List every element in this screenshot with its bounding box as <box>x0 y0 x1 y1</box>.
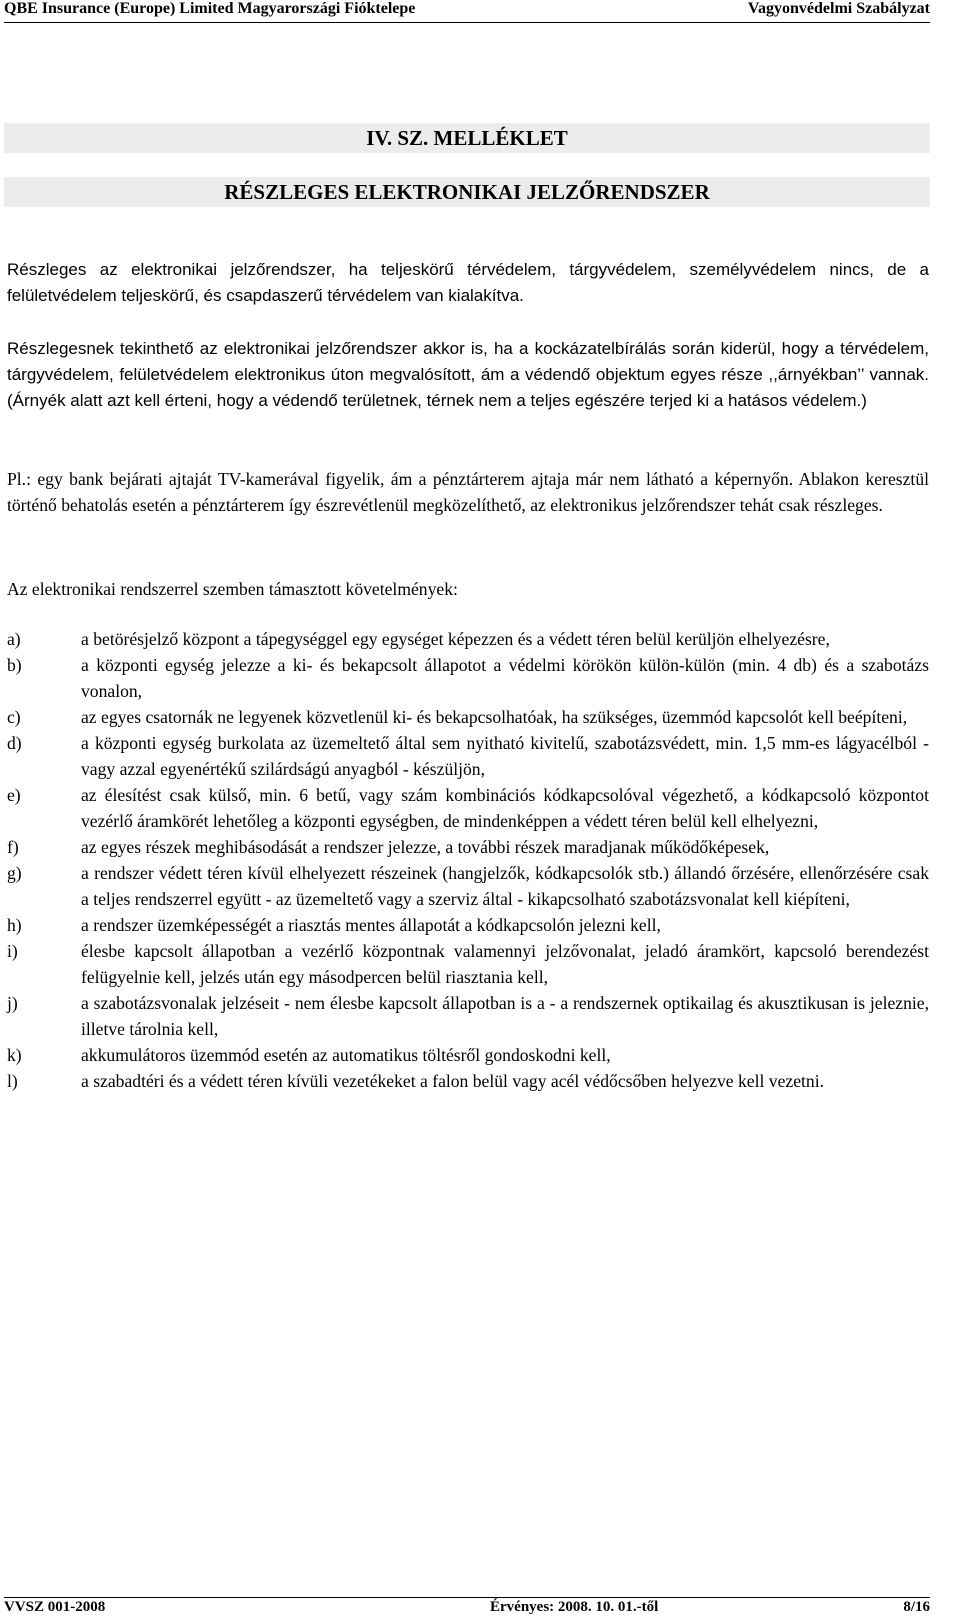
list-item-text: akkumulátoros üzemmód esetén az automatikus töltésről gondoskodni kell, <box>81 1045 611 1065</box>
list-item-label: b) <box>7 655 22 675</box>
list-item <box>7 782 929 834</box>
footer-page-number: 8/16 <box>903 1599 930 1615</box>
list-item-text: élesbe kapcsolt állapotban a vezérlő központnak valamennyi jelzővonalat, jeladó áramkört, kapcsoló berendezést felügyelnie kell, jelzés után egy másodpercen belül riasztania kell, <box>81 941 929 987</box>
list-item <box>7 860 929 912</box>
section-title: RÉSZLEGES ELEKTRONIKAI JELZŐRENDSZER <box>4 177 930 207</box>
list-item-text: a betörésjelző központ a tápegységgel egy egységet képezzen és a védett téren belül kerüljön elhelyezésre, <box>81 629 830 649</box>
list-item-label: j) <box>7 993 18 1013</box>
list-item <box>7 912 929 938</box>
list-item <box>7 1042 929 1068</box>
requirements-list <box>7 626 929 1094</box>
page-header <box>4 0 930 20</box>
list-item <box>7 652 929 704</box>
list-item-label: g) <box>7 863 22 883</box>
paragraph-definition: Részleges az elektronikai jelzőrendszer, ha teljeskörű térvédelem, tárgyvédelem, személyvédelem nincs, de a felületvédelem teljeskörű, és csapdaszerű térvédelem van kialakítva. <box>7 260 929 305</box>
paragraph-example: Pl.: egy bank bejárati ajtaját TV-kamerával figyelik, ám a pénztárterem ajtaja már nem látható a képernyőn. Ablakon keresztül történő behatolás esetén a pénztárterem így észrevétlenül megközelíthető, az elektronikus jelzőrendszer tehát csak részleges. <box>7 469 929 515</box>
list-item-label: e) <box>7 785 21 805</box>
list-item-text: az élesítést csak külső, min. 6 betű, vagy szám kombinációs kódkapcsolóval végezhető, a kódkapcsoló központot vezérlő áramkörét lehetőleg a központi egységben, de mindenképpen a védett téren belül kell elhelyezni, <box>81 785 929 831</box>
list-item-text: a rendszer üzemképességét a riasztás mentes állapotát a kódkapcsolón jelezni kell, <box>81 915 661 935</box>
list-item-text: az egyes csatornák ne legyenek közvetlenül ki- és bekapcsolhatóak, ha szükséges, üzemmód kapcsolót kell beépíteni, <box>81 707 908 727</box>
list-item <box>7 990 929 1042</box>
list-item-label: h) <box>7 915 22 935</box>
list-item-label: i) <box>7 941 18 961</box>
list-item <box>7 704 929 730</box>
list-item-label: f) <box>7 837 19 857</box>
header-divider <box>4 22 930 23</box>
list-item-label: k) <box>7 1045 22 1065</box>
header-company: QBE Insurance (Europe) Limited Magyarországi Fióktelepe <box>4 0 416 17</box>
list-item-text: az egyes részek meghibásodását a rendszer jelezze, a további részek maradjanak működőképesek, <box>81 837 770 857</box>
list-item <box>7 834 929 860</box>
list-item-text: a rendszer védett téren kívül elhelyezett részeinek (hangjelzők, kódkapcsolók stb.) állandó őrzésére, ellenőrzésére csak a teljes rendszerrel együtt - az üzemeltető vagy a szerviz által - kikapcsolható szabotázsvonalat kell kiépíteni, <box>81 863 929 909</box>
footer-validity: Érvényes: 2008. 10. 01.-től <box>490 1599 659 1615</box>
paragraph-requirements-intro: Az elektronikai rendszerrel szemben támasztott követelmények: <box>7 579 458 599</box>
annex-title: IV. SZ. MELLÉKLET <box>4 123 930 153</box>
header-document-title: Vagyonvédelmi Szabályzat <box>747 0 930 17</box>
list-item <box>7 730 929 782</box>
list-item <box>7 1068 929 1094</box>
list-item-text: a központi egység jelezze a ki- és bekapcsolt állapotot a védelmi körökön külön-külön (min. 4 db) és a szabotázs vonalon, <box>81 655 929 701</box>
page-footer <box>4 1597 930 1617</box>
list-item <box>7 626 929 652</box>
list-item-text: a központi egység burkolata az üzemeltető által sem nyitható kivitelű, szabotázsvédett, min. 1,5 mm-es lágyacélból - vagy azzal egyenértékű szilárdságú anyagból - készüljön, <box>81 733 929 779</box>
footer-document-code: VVSZ 001-2008 <box>4 1599 106 1615</box>
list-item-label: c) <box>7 707 21 727</box>
list-item-label: d) <box>7 733 22 753</box>
list-item-label: l) <box>7 1071 18 1091</box>
list-item-text: a szabadtéri és a védett téren kívüli vezetékeket a falon belül vagy acél védőcsőben helyezve kell vezetni. <box>81 1071 824 1091</box>
list-item-text: a szabotázsvonalak jelzéseit - nem élesbe kapcsolt állapotban is a - a rendszernek optikailag és akusztikusan is jeleznie, illetve tárolnia kell, <box>81 993 929 1039</box>
list-item-label: a) <box>7 629 21 649</box>
paragraph-partial-explanation: Részlegesnek tekinthető az elektronikai jelzőrendszer akkor is, ha a kockázatelbírálás során kiderül, hogy a térvédelem, tárgyvédelem, felületvédelem elektronikus úton megvalósított, ám a védendő objektum egyes része ,,árnyékban’’ vannak. (Árnyék alatt azt kell érteni, hogy a védendő területnek, térnek nem a teljes egészére terjed ki a hatásos védelem.) <box>7 339 929 410</box>
list-item <box>7 938 929 990</box>
